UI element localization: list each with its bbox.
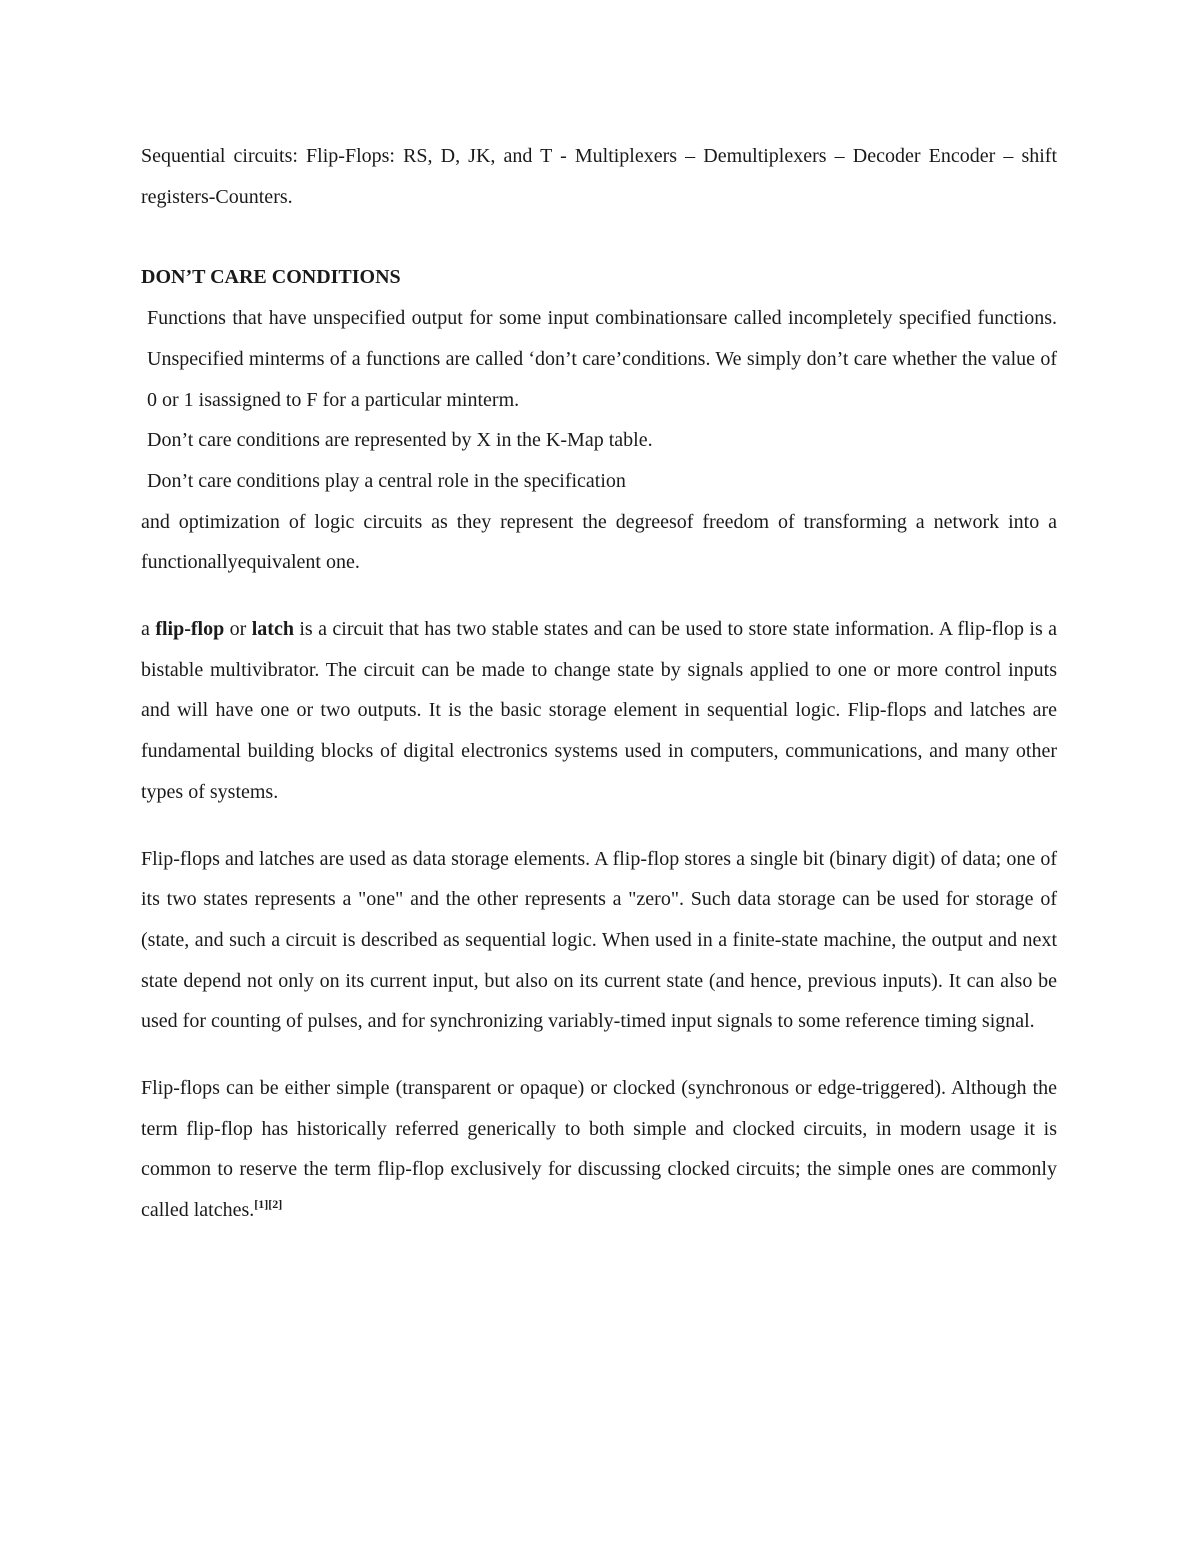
intro-paragraph: Sequential circuits: Flip-Flops: RS, D, JK, and T - Multiplexers – Demultiplexers – Decoder Encoder – shift registers-Counters. xyxy=(141,145,1057,208)
types-text: Flip-flops can be either simple (transparent or opaque) or clocked (synchronous or edge-triggered). Although the term flip-flop has historically referred generically to both simple and clocked circuits, in modern usage it is common to reserve the term flip-flop exclusively for discussing clocked circuits; the simple ones are commonly called latches. xyxy=(141,1077,1057,1222)
or-word: or xyxy=(229,618,247,641)
lead-word: a xyxy=(141,618,150,641)
flipflop-definition-paragraph xyxy=(141,609,1057,813)
dont-care-paragraph-2: Don’t care conditions are represented by X in the K-Map table. xyxy=(147,429,653,452)
section-heading-dont-care: DON’T CARE CONDITIONS xyxy=(141,266,401,289)
dont-care-paragraph-4: and optimization of logic circuits as they represent the degreesof freedom of transforming a network into a functionallyequivalent one. xyxy=(141,510,1057,574)
document-page xyxy=(141,136,1057,1231)
definition-text: is a circuit that has two stable states and can be used to store state information. A flip-flop is a bistable multivibrator. The circuit can be made to change state by signals applied to one or more control inputs and will have one or two outputs. It is the basic storage element in sequential logic. Flip-flops and latches are fundamental building blocks of digital electronics systems used in computers, communications, and many other types of systems. xyxy=(141,618,1058,803)
term-flip-flop: flip-flop xyxy=(155,618,225,641)
term-latch: latch xyxy=(251,618,294,641)
dont-care-paragraph-1: Functions that have unspecified output for some input combinationsare called incompletely specified functions. Unspecified minterms of a functions are called ‘don’t care’conditions. We simply don’t care whether the value of 0 or 1 isassigned to F for a particular minterm. xyxy=(147,307,1057,411)
reference-1[interactable]: [1] xyxy=(254,1197,269,1212)
dont-care-paragraph-3: Don’t care conditions play a central role in the specification xyxy=(147,469,626,492)
reference-2[interactable]: [2] xyxy=(268,1197,283,1212)
storage-paragraph: Flip-flops and latches are used as data storage elements. A flip-flop stores a single bit (binary digit) of data; one of its two states represents a "one" and the other represents a "zero". Such data storage can be used for storage of (state, and such a circuit is described as sequential logic. When used in a finite-state machine, the output and next state depend not only on its current input, but also on its current state (and hence, previous inputs). It can also be used for counting of pulses, and for synchronizing variably-timed input signals to some reference timing signal. xyxy=(141,847,1057,1033)
types-paragraph xyxy=(141,1068,1057,1231)
